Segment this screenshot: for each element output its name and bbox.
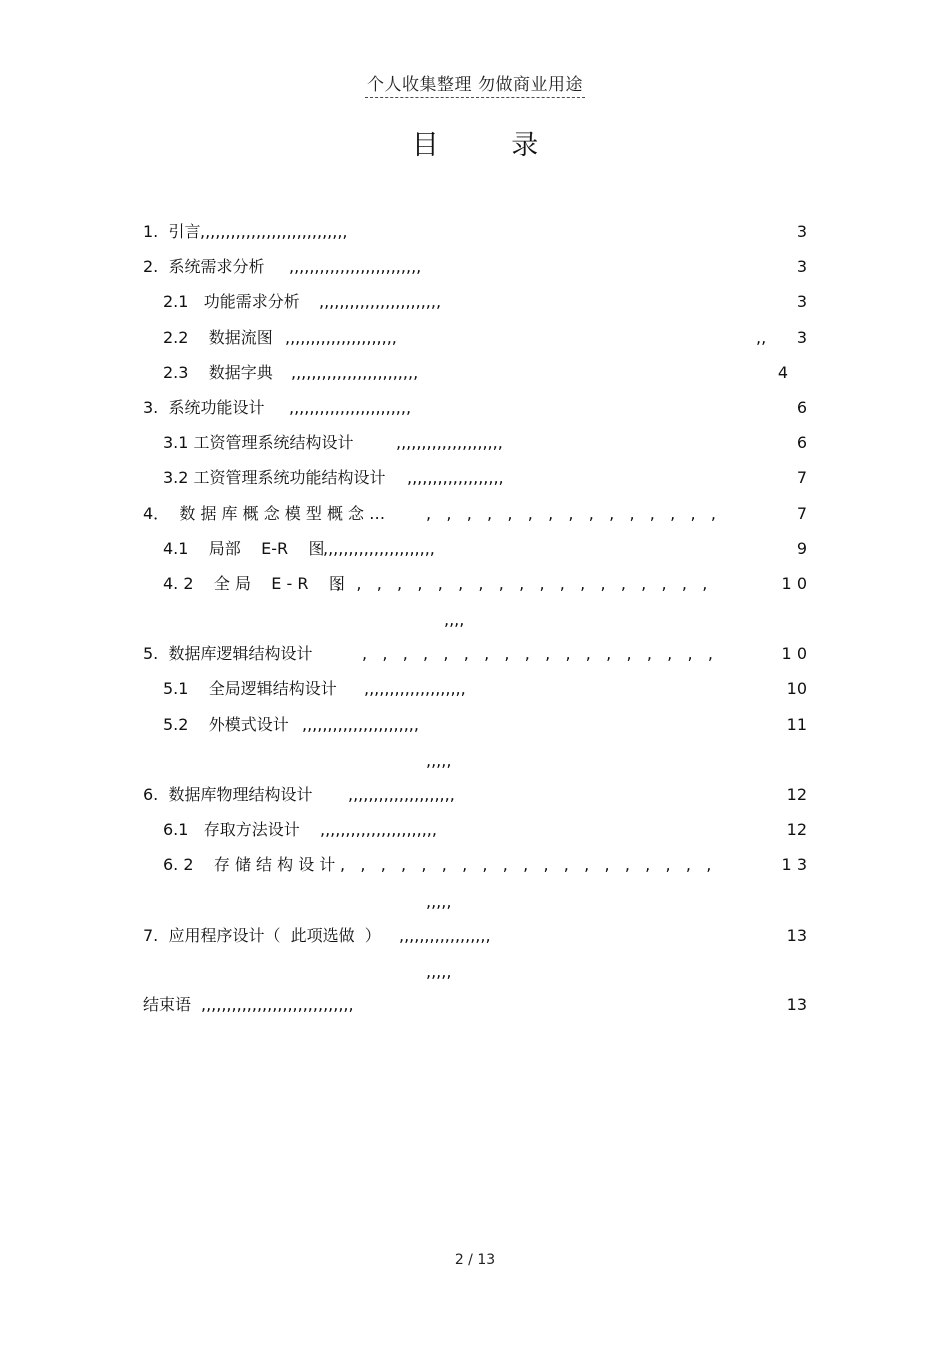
toc-leader: , , , , , , , , , , , , , , , , , ,	[362, 644, 713, 663]
toc-entry-2-2[interactable]	[0, 328, 950, 350]
toc-leader: ,,,,,,,,,,,,,,,,,,,,,	[348, 785, 455, 804]
toc-entry-3-1[interactable]	[0, 433, 950, 455]
toc-entry-5-1[interactable]	[0, 679, 950, 701]
toc-page-number: 13	[786, 995, 807, 1014]
toc-page-number: 6	[796, 433, 807, 452]
page-title: 目 录	[411, 130, 571, 161]
toc-page-number: 3	[796, 257, 807, 276]
toc-label: 4.1 局部 E-R 图	[163, 539, 325, 558]
toc-entry-conclusion[interactable]	[0, 995, 950, 1017]
toc-entry-5-2[interactable]	[0, 715, 950, 737]
toc-page-number: 11	[786, 715, 807, 734]
toc-page-number: 4	[777, 363, 788, 382]
toc-leader: ,,,,,,,,,,,,,,,,,,,,,,,	[320, 820, 437, 839]
toc-page-number: 3	[796, 328, 807, 347]
toc-label: 2. 系统需求分析	[143, 257, 265, 276]
toc-leader: ,,,,,,,,,,,,,,,,,,,,,,,,,,,,,	[200, 222, 348, 241]
page-footer: 2 / 13	[454, 1252, 496, 1268]
toc-leader: ,,,,,,,,,,,,,,,,,,,,,,,,	[289, 398, 412, 417]
toc-entry-6-2[interactable]	[0, 855, 950, 877]
toc-label: 1. 引言	[143, 222, 201, 241]
toc-page-number: 9	[796, 539, 807, 558]
toc-entry-4[interactable]	[0, 504, 950, 526]
header-text: 个人收集整理 勿做商业用途	[365, 75, 585, 98]
toc-entry-2-3[interactable]	[0, 363, 950, 385]
toc-label: 2.1 功能需求分析	[163, 292, 300, 311]
toc-leader: ,,,,,,,,,,,,,,,,,,,,,,,,,	[291, 363, 419, 382]
toc-entry-4-1[interactable]	[0, 539, 950, 561]
toc-entry-6-1[interactable]	[0, 820, 950, 842]
toc-label: 5.2 外模式设计	[163, 715, 289, 734]
toc-page-number: 12	[786, 820, 807, 839]
toc-page-number: 10	[786, 679, 807, 698]
toc-label: 6.1 存取方法设计	[163, 820, 300, 839]
toc-entry-2[interactable]	[0, 257, 950, 279]
toc-leader: ,,,,,,,,,,,,,,,,,,,,,,,,,,	[289, 257, 422, 276]
toc-leader: , , , , , , , , , , , , , , ,	[426, 504, 716, 523]
toc-label: 5.1 全局逻辑结构设计	[163, 679, 337, 698]
toc-entry-3[interactable]	[0, 398, 950, 420]
toc-label: 5. 数据库逻辑结构设计	[143, 644, 313, 663]
toc-wrap-leader: ,,,,	[444, 610, 465, 629]
toc-entry-6[interactable]	[0, 785, 950, 807]
toc-label: 7. 应用程序设计（ 此项选做 ）	[143, 926, 381, 945]
toc-label: 2.2 数据流图	[163, 328, 273, 347]
toc-leader-extra: ,,	[756, 328, 767, 347]
document-header	[0, 70, 950, 95]
toc-page-number: 12	[786, 785, 807, 804]
toc-label: 4. 2 全 局 E - R 图	[163, 574, 345, 593]
toc-label: 4． 数 据 库 概 念 模 型 概 念 …	[143, 504, 386, 523]
toc-label: 3. 系统功能设计	[143, 398, 265, 417]
toc-leader: ,,,,,,,,,,,,,,,,,,	[399, 926, 491, 945]
toc-label: 2.3 数据字典	[163, 363, 273, 382]
toc-page-number: 1 3	[781, 855, 807, 874]
toc-wrap-leader: ,,,,,	[426, 962, 452, 981]
toc-leader: ,,,,,,,,,,,,,,,,,,,	[407, 468, 504, 487]
toc-leader: ,,,,,,,,,,,,,,,,,,,,,,	[285, 328, 397, 347]
toc-page-number: 6	[796, 398, 807, 417]
toc-label: 3.2 工资管理系统功能结构设计	[163, 468, 386, 487]
toc-page-number: 3	[796, 292, 807, 311]
toc-page-number: 1 0	[781, 574, 807, 593]
toc-page-number: 7	[796, 468, 807, 487]
toc-leader: , , , , , , , , , , , , , , , , , , ,	[340, 855, 712, 874]
toc-page-number: 1 0	[781, 644, 807, 663]
toc-entry-5[interactable]	[0, 644, 950, 666]
toc-page-number: 3	[796, 222, 807, 241]
toc-entry-2-1[interactable]	[0, 292, 950, 314]
toc-label: 结束语	[143, 995, 192, 1014]
toc-label: 6. 2 存 储 结 构 设 计	[163, 855, 336, 874]
toc-page-number: 13	[786, 926, 807, 945]
toc-entry-7[interactable]	[0, 926, 950, 948]
toc-entry-3-2[interactable]	[0, 468, 950, 490]
toc-leader: ,,,,,,,,,,,,,,,,,,,,,	[396, 433, 503, 452]
toc-label: 6. 数据库物理结构设计	[143, 785, 313, 804]
toc-entry-1[interactable]	[0, 222, 950, 244]
toc-wrap-leader: ,,,,,	[426, 892, 452, 911]
toc-leader: ,,,,,,,,,,,,,,,,,,,,,,,	[302, 715, 419, 734]
toc-wrap-leader: ,,,,,	[426, 751, 452, 770]
toc-leader: ,,,,,,,,,,,,,,,,,,,,	[364, 679, 466, 698]
toc-leader: ,,,,,,,,,,,,,,,,,,,,,,,,,,,,,,	[201, 995, 354, 1014]
toc-page-number: 7	[796, 504, 807, 523]
toc-leader: , , , , , , , , , , , , , , , , , , ,	[336, 574, 708, 593]
toc-entry-4-2[interactable]	[0, 574, 950, 596]
toc-leader: ,,,,,,,,,,,,,,,,,,,,,,	[323, 539, 435, 558]
toc-leader: ,,,,,,,,,,,,,,,,,,,,,,,,	[319, 292, 442, 311]
toc-label: 3.1 工资管理系统结构设计	[163, 433, 354, 452]
